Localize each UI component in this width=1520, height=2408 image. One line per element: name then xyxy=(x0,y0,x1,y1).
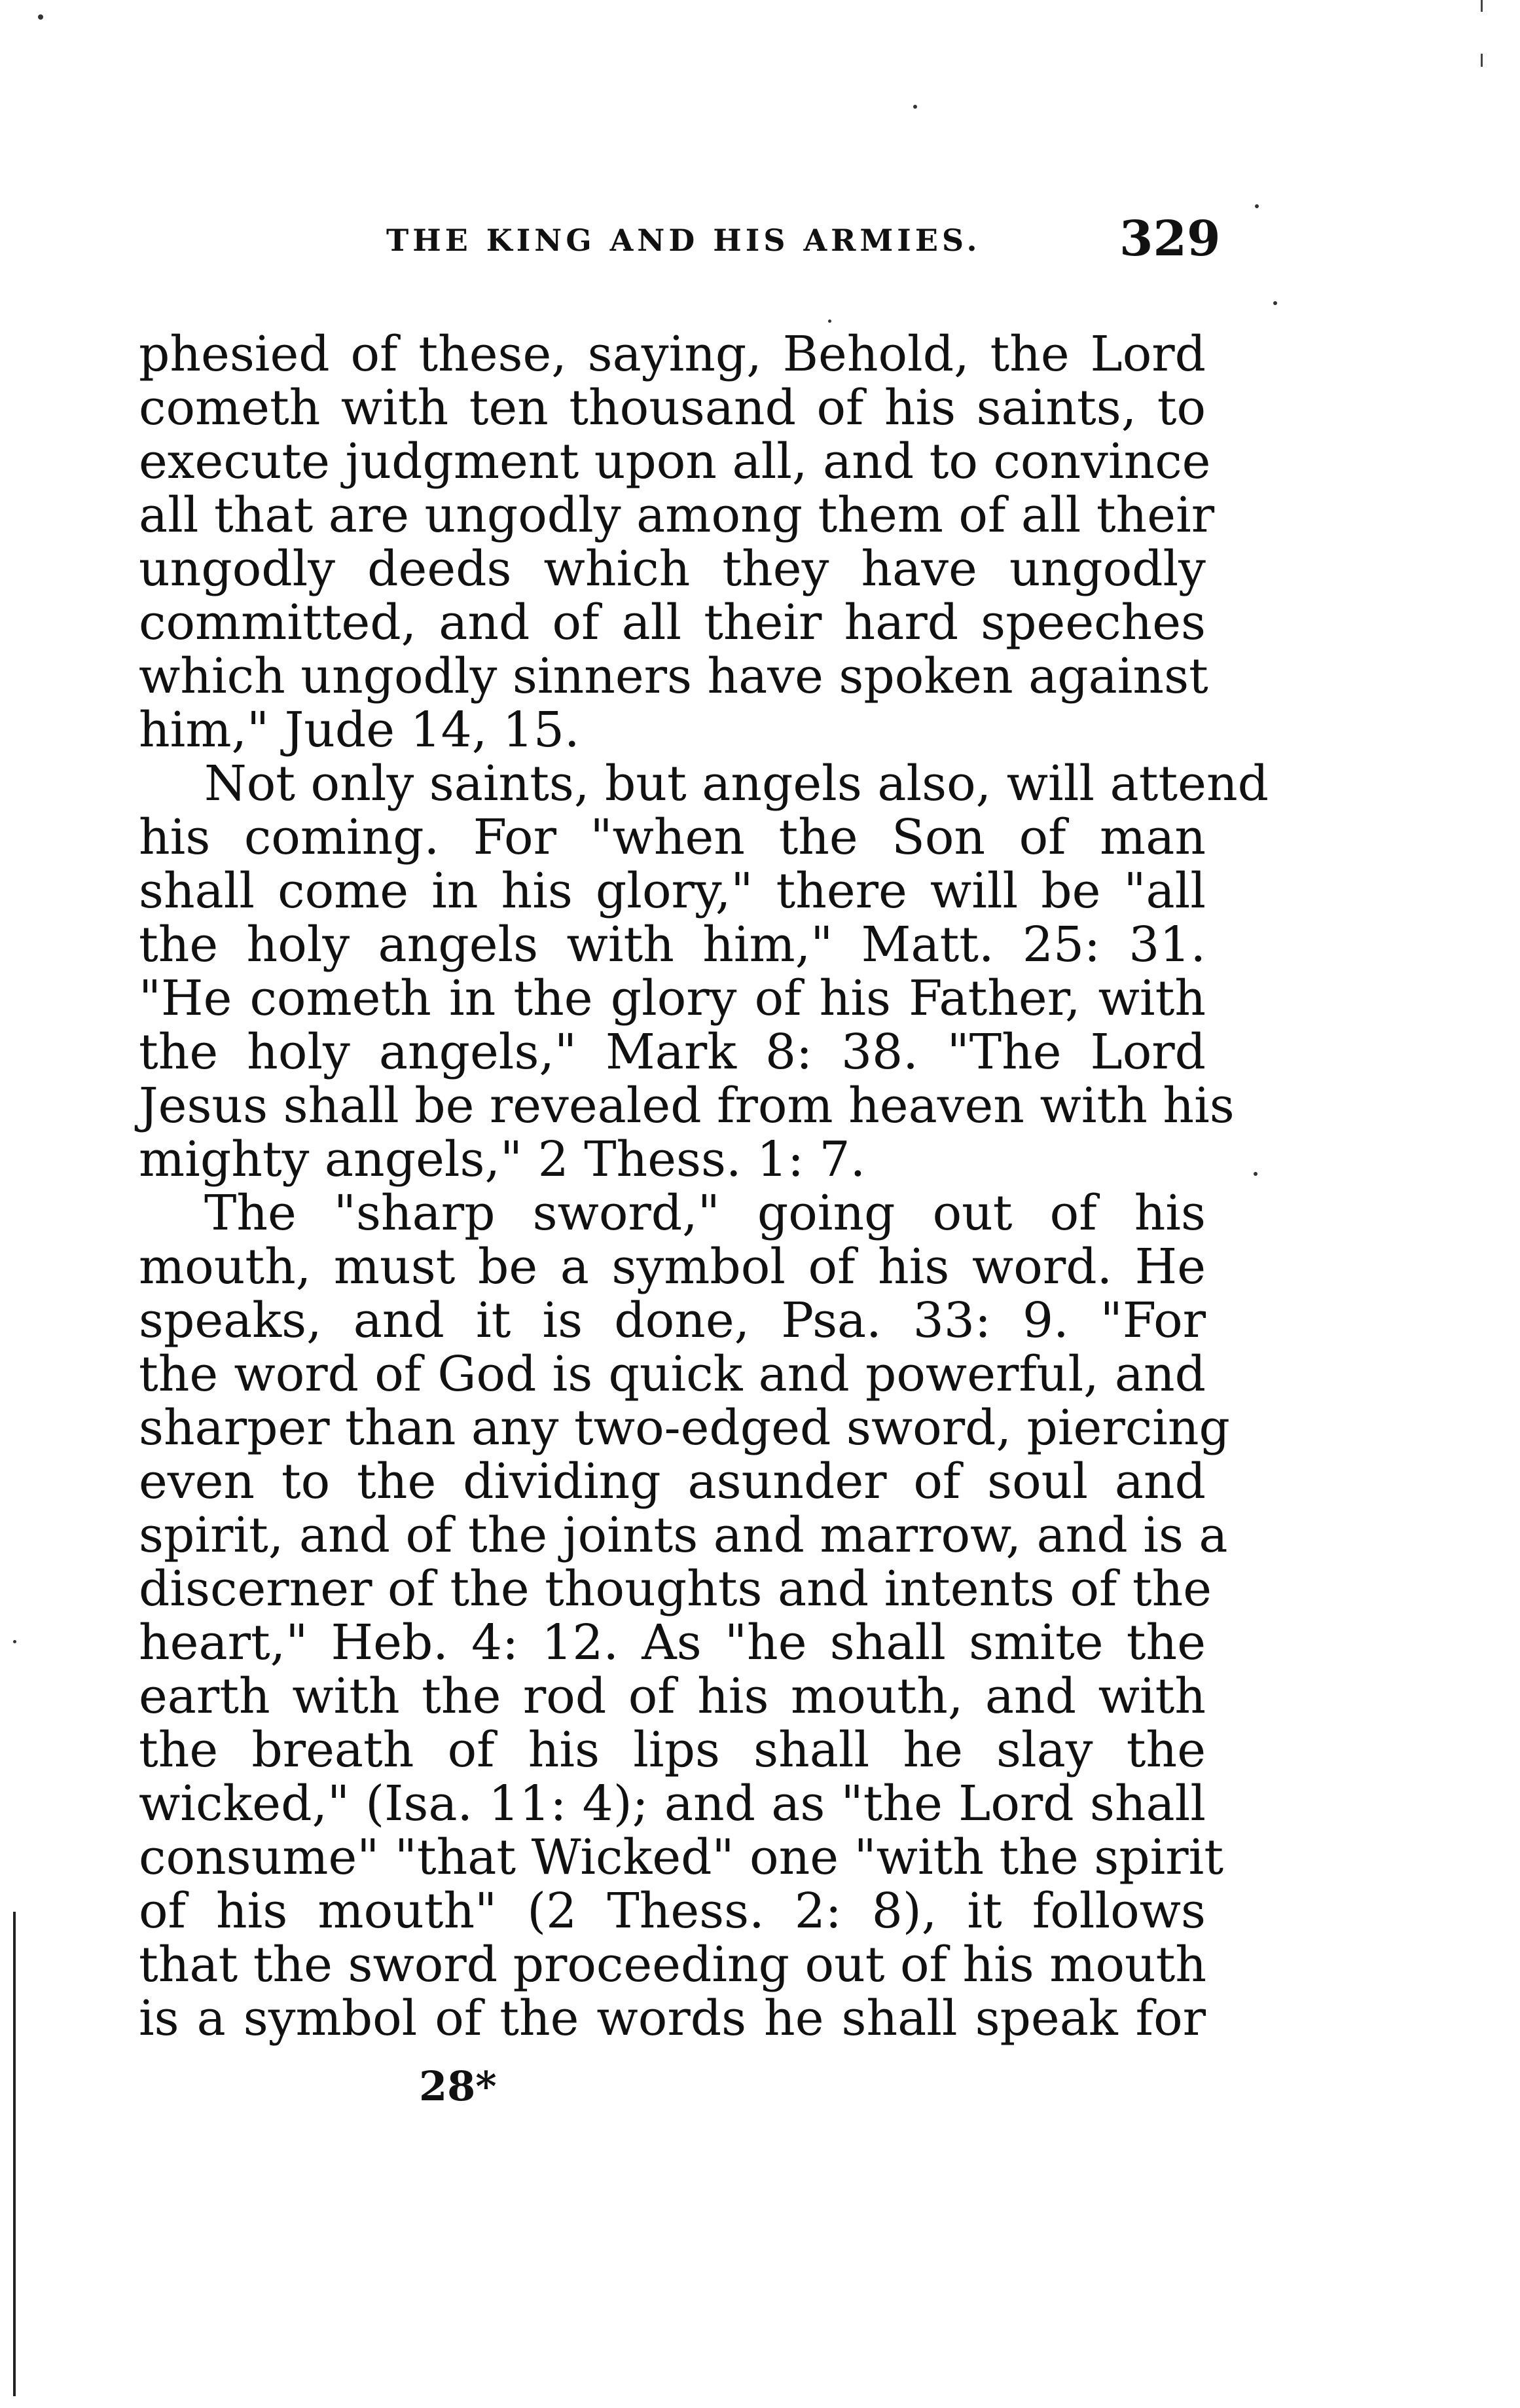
text-line: of his mouth" (2 Thess. 2: 8), it follows xyxy=(139,1883,1206,1939)
text-line: earth with the rod of his mouth, and with xyxy=(139,1668,1206,1724)
text-line: the word of God is quick and powerful, and xyxy=(139,1346,1206,1402)
paragraph-start-line: The "sharp sword," going out of his xyxy=(204,1185,1206,1241)
text-line: heart," Heb. 4: 12. As "he shall smite the xyxy=(139,1614,1206,1671)
scan-tick xyxy=(1481,0,1483,12)
text-line: "He cometh in the glory of his Father, with xyxy=(139,970,1206,1027)
text-line: is a symbol of the words he shall speak for xyxy=(139,1990,1206,2047)
page-number: 329 xyxy=(1119,211,1221,267)
scan-speck xyxy=(1255,204,1259,208)
text-line: consume" "that Wicked" one "with the spirit xyxy=(139,1829,1224,1886)
text-line: wicked," (Isa. 11: 4); and as "the Lord shall xyxy=(139,1776,1206,1832)
text-line: the holy angels with him," Matt. 25: 31. xyxy=(139,917,1206,973)
text-line: that the sword proceeding out of his mouth xyxy=(139,1937,1207,1993)
text-line: phesied of these, saying, Behold, the Lord xyxy=(139,326,1206,382)
text-line: speaks, and it is done, Psa. 33: 9. "For xyxy=(139,1292,1206,1349)
text-line: discerner of the thoughts and intents of the xyxy=(139,1561,1212,1617)
text-line: execute judgment upon all, and to convince xyxy=(139,433,1211,490)
text-line: Jesus shall be revealed from heaven with his xyxy=(139,1078,1235,1134)
scan-speck xyxy=(913,105,917,109)
scan-speck xyxy=(38,14,43,20)
scan-speck xyxy=(1273,301,1277,305)
scan-margin-rule xyxy=(13,1912,16,2396)
text-line: which ungodly sinners have spoken against xyxy=(139,648,1208,704)
scan-speck xyxy=(1254,1172,1258,1176)
text-line: committed, and of all their hard speeches xyxy=(139,594,1206,651)
body-text xyxy=(139,326,1269,2047)
signature-mark: 28* xyxy=(419,2062,497,2110)
running-head-title: THE KING AND HIS ARMIES. xyxy=(386,223,981,258)
text-line: sharper than any two-edged sword, piercing xyxy=(139,1400,1230,1456)
text-line: his coming. For "when the Son of man xyxy=(139,809,1206,866)
text-line: him," Jude 14, 15. xyxy=(139,702,580,758)
text-line: shall come in his glory," there will be "all xyxy=(139,863,1206,919)
scan-speck xyxy=(828,319,831,323)
text-line: mighty angels," 2 Thess. 1: 7. xyxy=(139,1131,866,1188)
text-line: the breath of his lips shall he slay the xyxy=(139,1722,1206,1778)
scan-speck xyxy=(13,1640,16,1643)
text-line: cometh with ten thousand of his saints, to xyxy=(139,380,1206,436)
text-line: all that are ungodly among them of all their xyxy=(139,487,1215,543)
text-line: the holy angels," Mark 8: 38. "The Lord xyxy=(139,1024,1206,1080)
text-line: even to the dividing asunder of soul and xyxy=(139,1453,1206,1510)
text-line: ungodly deeds which they have ungodly xyxy=(139,541,1206,597)
scan-tick xyxy=(1481,54,1483,67)
paragraph-start-line: Not only saints, but angels also, will attend xyxy=(204,756,1269,812)
text-line: spirit, and of the joints and marrow, and is a xyxy=(139,1507,1228,1563)
text-line: mouth, must be a symbol of his word. He xyxy=(139,1239,1206,1295)
